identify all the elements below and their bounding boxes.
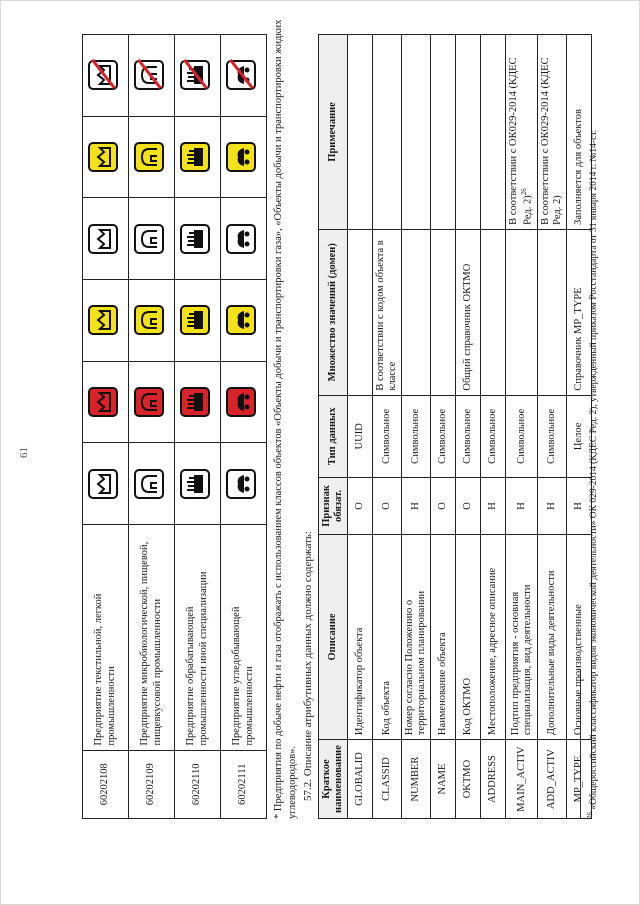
- icon-cell-white: [129, 443, 175, 525]
- enterprise-row: [83, 35, 129, 819]
- attr-data-type: [431, 395, 456, 477]
- icon-cell-crossed: [83, 35, 129, 117]
- icon-cell-white: [175, 443, 221, 525]
- attr-remark: [348, 35, 373, 230]
- factory-icon: [180, 224, 210, 254]
- footnote-text: «Общероссийский классификатор видов экономической деятельности» ОК 029-2014 (КДЕС Ред. 2), утвержденный приказом Росстандарта от 31 января 2014 г. №14-ст.: [589, 129, 600, 810]
- enterprise-class-table: [82, 34, 267, 819]
- attr-short-name-text: ADDRESS: [487, 755, 499, 803]
- attr-description: [402, 534, 431, 739]
- attr-data-type-text: Символьное: [437, 408, 449, 464]
- attr-description: [538, 534, 567, 739]
- attr-description: [431, 534, 456, 739]
- attr-description-text: Код объекта: [381, 680, 393, 736]
- factory-icon: [180, 305, 210, 335]
- icon-cell-white: [83, 443, 129, 525]
- attr-short-name: [538, 740, 567, 819]
- attr-required-text: О: [381, 502, 393, 510]
- header-remark: Примечание: [319, 35, 348, 230]
- icon-cell-red: [175, 361, 221, 443]
- attr-data-type-text: Символьное: [462, 408, 474, 464]
- icon-cell-yellow: [83, 116, 129, 198]
- attr-data-type-text: Символьное: [546, 408, 558, 464]
- icon-cell-crossed: [129, 35, 175, 117]
- attribute-table: [318, 34, 592, 819]
- enterprise-row: [221, 35, 267, 819]
- attr-domain: [348, 229, 373, 395]
- class-name: Предприятие текстильной, легкой промышленности: [83, 525, 129, 750]
- footnote-number: 26: [586, 812, 594, 819]
- attr-remark: [481, 35, 506, 230]
- icon-cell-crossed: [175, 35, 221, 117]
- attr-short-name-text: NAME: [437, 763, 449, 795]
- food-icon: [134, 387, 164, 417]
- attr-domain: [538, 229, 567, 395]
- attr-short-name: [373, 740, 402, 819]
- attr-description: [506, 534, 538, 739]
- icon-cell-yellow: [129, 116, 175, 198]
- textile-icon: [88, 469, 118, 499]
- header-short-name: Краткое наименование: [319, 740, 348, 819]
- attr-data-type: [373, 395, 402, 477]
- coal-icon: [226, 60, 256, 90]
- header-required: Признак обязат.: [319, 478, 348, 535]
- icon-cell-white: [175, 198, 221, 280]
- attr-domain-text: В соответствии с кодом объекта в классе: [375, 240, 399, 391]
- attr-remark-text: В соответствии с ОК029-2014 (КДЕС Ред. 2): [540, 57, 564, 225]
- icon-cell-yellow: [221, 280, 267, 362]
- attr-data-type: [481, 395, 506, 477]
- attr-remark: [373, 35, 402, 230]
- coal-icon: [226, 305, 256, 335]
- attr-domain: [506, 229, 538, 395]
- attr-domain: [373, 229, 402, 395]
- attr-data-type-text: Символьное: [381, 408, 393, 464]
- factory-icon: [180, 60, 210, 90]
- icon-cell-yellow: [221, 116, 267, 198]
- attr-data-type: [506, 395, 538, 477]
- food-icon: [134, 142, 164, 172]
- enterprise-row: [175, 35, 221, 819]
- attr-data-type-text: Символьное: [410, 408, 422, 464]
- food-icon: [134, 60, 164, 90]
- enterprise-row: [129, 35, 175, 819]
- header-domain: Множество значений (домен): [319, 229, 348, 395]
- class-name: Предприятие микробиологической, пищевой, пищевкусовой промышленности: [129, 525, 175, 750]
- oil-gas-note: * Предприятия по добыче нефти и газа отображать с использованием классов объектов «Объекты добычи и транспортировки газа», «Объекты добычи и транспортировки жидких углеводородов».: [273, 19, 299, 819]
- attr-description-text: Наименование объекта: [437, 632, 449, 736]
- attr-remark: [506, 35, 538, 230]
- attr-short-name-text: CLASSID: [381, 757, 393, 801]
- attr-required: [431, 478, 456, 535]
- coal-icon: [226, 224, 256, 254]
- attr-description: [456, 534, 481, 739]
- attribute-row: [373, 35, 402, 819]
- attr-required-text: Н: [515, 502, 527, 510]
- class-code: 60202111: [221, 750, 267, 818]
- class-code: 60202110: [175, 750, 221, 818]
- attribute-table-header: [319, 35, 348, 819]
- attr-required-text: О: [462, 502, 474, 510]
- food-icon: [134, 305, 164, 335]
- page-number: 61: [18, 447, 30, 458]
- attr-description-text: Местоположение, адресное описание: [487, 567, 499, 736]
- attr-short-name-text: NUMBER: [410, 756, 422, 802]
- attribute-row: [506, 35, 538, 819]
- coal-icon: [226, 469, 256, 499]
- attr-remark: [538, 35, 567, 230]
- attr-short-name-text: MAIN_ACTIV: [515, 746, 527, 812]
- attr-required-text: О: [437, 502, 449, 510]
- factory-icon: [180, 387, 210, 417]
- attribute-row: [456, 35, 481, 819]
- textile-icon: [88, 60, 118, 90]
- icon-cell-yellow: [175, 116, 221, 198]
- attr-required: [456, 478, 481, 535]
- attr-required-text: Н: [410, 502, 422, 510]
- attr-short-name-text: ADD_ACTIV: [546, 749, 558, 810]
- attr-short-name: [481, 740, 506, 819]
- attr-data-type: [456, 395, 481, 477]
- attr-required-text: Н: [573, 502, 585, 510]
- icon-cell-red: [129, 361, 175, 443]
- attr-domain-text: Общий справочник ОКТМО: [462, 263, 474, 391]
- attr-domain: [402, 229, 431, 395]
- attr-description: [373, 534, 402, 739]
- textile-icon: [88, 305, 118, 335]
- section-title: 57.2. Описание атрибутивных данных должно содержать:: [302, 531, 314, 801]
- header-data-type: Тип данных: [319, 395, 348, 477]
- icon-cell-white: [221, 443, 267, 525]
- attr-required-text: Н: [487, 502, 499, 510]
- attr-required: [538, 478, 567, 535]
- footnote-ref: 26: [520, 188, 529, 196]
- attr-required: [402, 478, 431, 535]
- header-description: Описание: [319, 534, 348, 739]
- attr-description: [348, 534, 373, 739]
- attr-required: [506, 478, 538, 535]
- attr-short-name: [431, 740, 456, 819]
- attr-data-type: [402, 395, 431, 477]
- icon-cell-white: [221, 198, 267, 280]
- attr-description-text: Основные производственные: [573, 604, 585, 736]
- attr-description-text: Идентификатор объекта: [354, 627, 366, 736]
- attr-description: [481, 534, 506, 739]
- attr-required: [481, 478, 506, 535]
- attr-data-type-text: Целое: [573, 422, 585, 451]
- textile-icon: [88, 387, 118, 417]
- attr-remark: [402, 35, 431, 230]
- icon-cell-white: [83, 198, 129, 280]
- attr-data-type-text: Символьное: [515, 408, 527, 464]
- attr-short-name: [402, 740, 431, 819]
- attr-short-name: [456, 740, 481, 819]
- coal-icon: [226, 387, 256, 417]
- class-name: Предприятие угледобывающей промышленности: [221, 525, 267, 750]
- attr-remark-text: Заполняется для объектов: [573, 109, 585, 225]
- attr-data-type-text: UUID: [354, 423, 366, 450]
- attr-short-name: [506, 740, 538, 819]
- icon-cell-white: [129, 198, 175, 280]
- attr-remark: [456, 35, 481, 230]
- attr-required-text: О: [354, 502, 366, 510]
- attr-description-text: Дополнительные виды деятельности: [546, 570, 558, 736]
- attr-required: [348, 478, 373, 535]
- class-code: 60202109: [129, 750, 175, 818]
- icon-cell-red: [221, 361, 267, 443]
- attribute-row: [431, 35, 456, 819]
- textile-icon: [88, 224, 118, 254]
- factory-icon: [180, 142, 210, 172]
- icon-cell-crossed: [221, 35, 267, 117]
- attribute-row: [348, 35, 373, 819]
- attr-description-text: Номер согласно Положению о территориальном планировании: [404, 590, 428, 736]
- attr-required: [373, 478, 402, 535]
- factory-icon: [180, 469, 210, 499]
- icon-cell-yellow: [83, 280, 129, 362]
- attr-remark-text: В соответствии с ОК029-2014 (КДЕС Ред. 2): [508, 57, 534, 225]
- attr-description-text: Подтип предприятия - основная специализация, вид деятельности: [509, 584, 533, 736]
- attr-short-name-text: GLOBALID: [354, 752, 366, 806]
- attr-remark: [431, 35, 456, 230]
- attr-domain: [456, 229, 481, 395]
- attr-domain: [481, 229, 506, 395]
- icon-cell-red: [83, 361, 129, 443]
- class-code: 60202108: [83, 750, 129, 818]
- attr-short-name-text: MP_TYPE: [573, 755, 585, 803]
- attr-domain: [431, 229, 456, 395]
- attribute-row: [402, 35, 431, 819]
- attribute-row: [481, 35, 506, 819]
- attr-short-name-text: OKTMO: [462, 759, 474, 799]
- food-icon: [134, 224, 164, 254]
- footnote-divider: [580, 669, 581, 819]
- attr-data-type: [348, 395, 373, 477]
- footnote: [586, 29, 601, 819]
- attr-data-type: [538, 395, 567, 477]
- food-icon: [134, 469, 164, 499]
- icon-cell-yellow: [129, 280, 175, 362]
- attr-domain-text: Справочник MP_TYPE: [573, 287, 585, 391]
- attribute-row: [538, 35, 567, 819]
- attr-short-name: [348, 740, 373, 819]
- class-name: Предприятие обрабатывающей промышленности иной специализации: [175, 525, 221, 750]
- icon-cell-yellow: [175, 280, 221, 362]
- coal-icon: [226, 142, 256, 172]
- attr-required-text: Н: [546, 502, 558, 510]
- attr-description-text: Код ОКТМО: [462, 677, 474, 736]
- textile-icon: [88, 142, 118, 172]
- attr-data-type-text: Символьное: [487, 408, 499, 464]
